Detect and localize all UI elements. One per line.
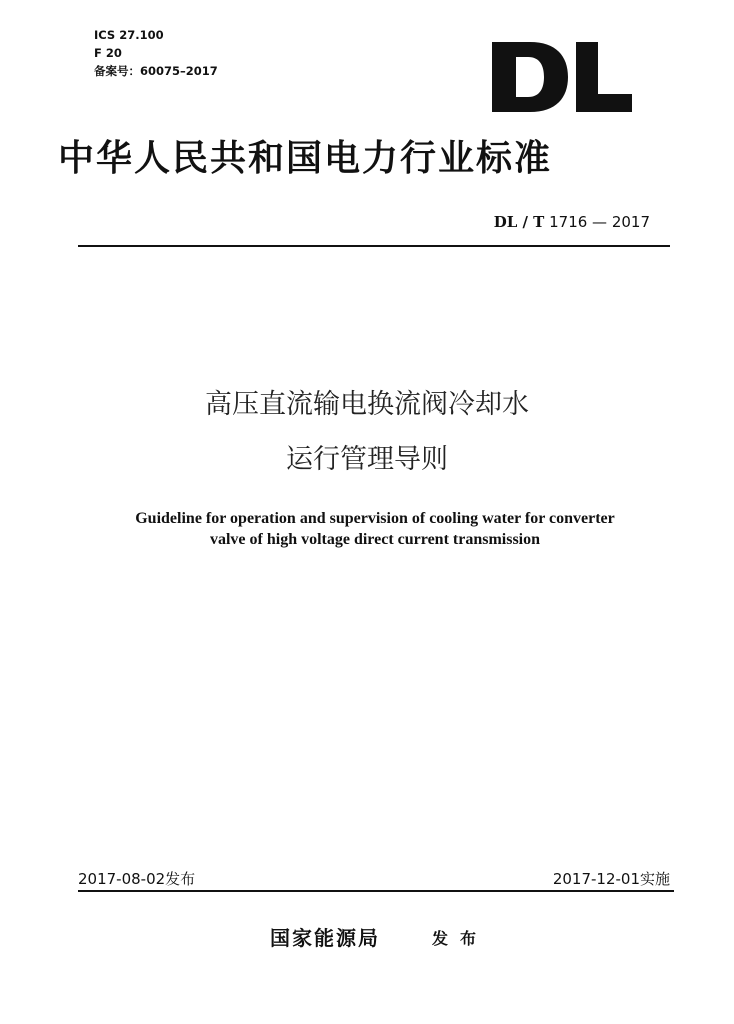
en-title-line-2: valve of high voltage direct current transmission bbox=[209, 531, 541, 548]
ics-code: ICS 27.100 bbox=[94, 28, 164, 42]
standard-prefix: DL / T bbox=[493, 213, 545, 231]
dl-logo-letter-l bbox=[576, 42, 632, 112]
header-divider bbox=[78, 245, 670, 247]
classification-code: F 20 bbox=[94, 46, 122, 60]
dl-logo-letter-d bbox=[492, 42, 568, 112]
effective-date: 2017-12-01实施 bbox=[552, 870, 670, 888]
standard-code: 1716 — 2017 bbox=[549, 213, 650, 231]
filing-number: 备案号：60075–2017 bbox=[94, 64, 218, 78]
dl-logo bbox=[492, 42, 632, 112]
en-title-line-1: Guideline for operation and supervision of cooling water for converter bbox=[135, 510, 615, 527]
issuing-authority: 国家能源局 bbox=[270, 926, 380, 950]
cn-title-line-2: 运行管理导则 bbox=[286, 444, 448, 475]
footer-divider bbox=[78, 890, 674, 892]
org-title: 中华人民共和国电力行业标准 bbox=[58, 137, 553, 179]
document-meta bbox=[94, 26, 218, 80]
standard-number bbox=[494, 213, 650, 231]
cn-title-line-1: 高压直流输电换流阀冷却水 bbox=[205, 389, 529, 420]
issue-date: 2017-08-02发布 bbox=[78, 870, 196, 888]
issue-label: 发布 bbox=[432, 929, 489, 948]
